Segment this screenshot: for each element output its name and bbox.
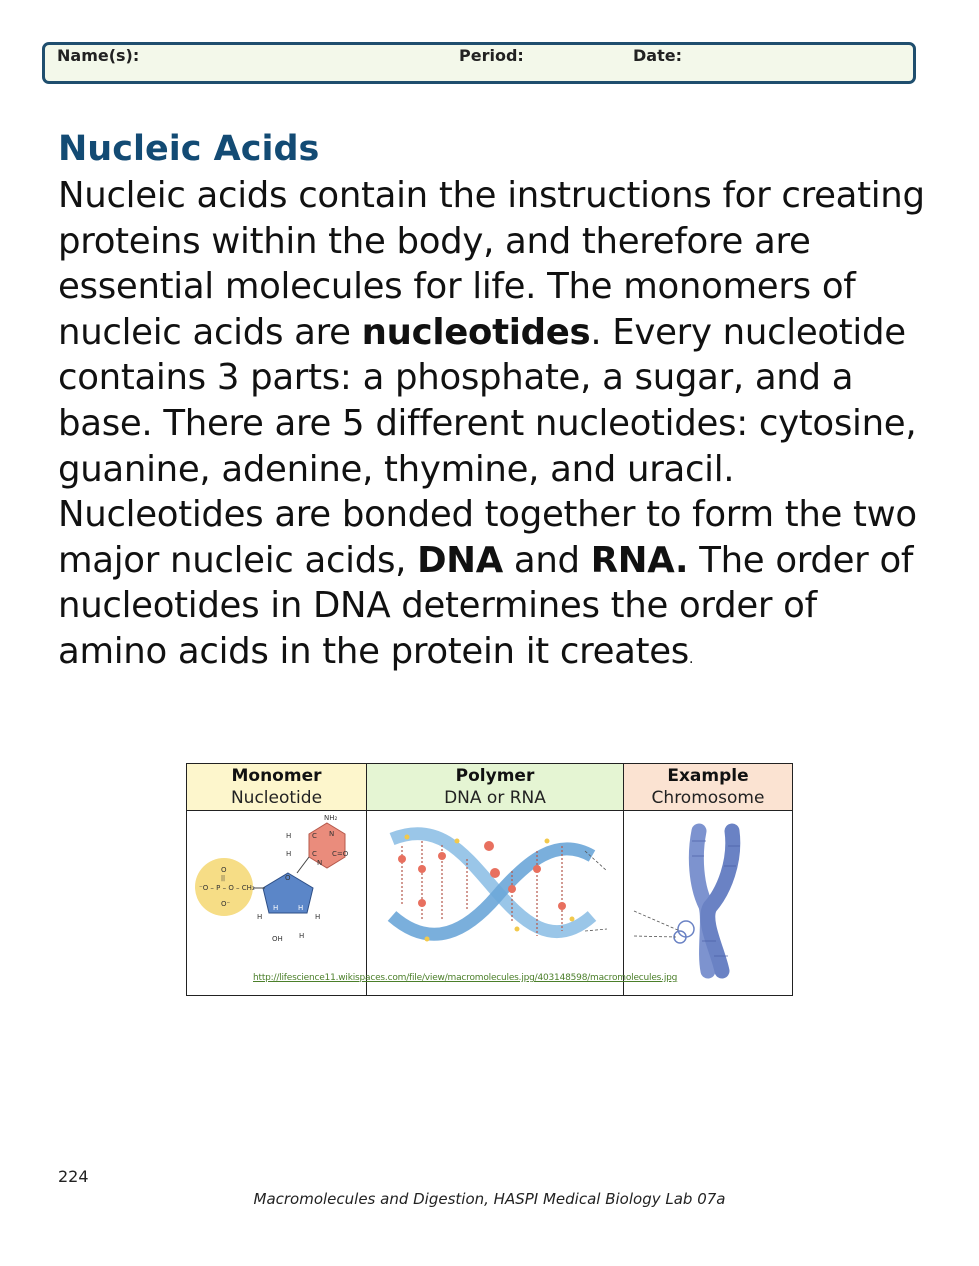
paragraph-text-1: Nucleic acids contain the instructions for creating proteins within the body, and therefore are essential molecules for life. The monomers of nucleic acids are	[58, 175, 925, 353]
term-nucleotides: nucleotides	[361, 311, 591, 353]
o-top-label: O	[221, 866, 227, 874]
paragraph-period: .	[688, 650, 694, 667]
nucleotide-image-cell	[187, 811, 367, 996]
dna-helix-illustration	[367, 811, 624, 991]
monomer-header	[187, 764, 367, 811]
period-label: Period:	[459, 46, 524, 65]
term-dna: DNA	[417, 539, 503, 581]
c-label-1: C	[312, 832, 317, 840]
co-label: C=O	[332, 850, 349, 858]
h-bottom-label: H	[299, 932, 305, 940]
term-rna: RNA.	[590, 539, 689, 581]
polymer-sub: DNA or RNA	[444, 788, 546, 808]
example-header	[624, 764, 793, 811]
name-label: Name(s):	[57, 46, 140, 65]
nh2-label: NH₂	[324, 814, 338, 822]
o-bottom-label: O⁻	[221, 900, 231, 908]
n-label-2: N	[317, 859, 323, 867]
page-number: 224	[58, 1167, 89, 1186]
c-label-2: C	[312, 850, 317, 858]
date-label: Date:	[633, 46, 682, 65]
nucleotide-diagram	[187, 811, 367, 991]
ring-h-3: H	[257, 913, 263, 921]
dna-image-cell	[367, 811, 624, 996]
ring-o-label: O	[285, 874, 291, 882]
student-info-box	[42, 42, 916, 84]
ring-h-4: H	[315, 913, 321, 921]
paragraph-text-2: . Every nucleotide contains 3 parts: a phosphate, a sugar, and a base. There are 5 different nucleotides: cytosine, guanine, adenine, thymine, and uracil. Nucleotides are bonded together to form the two major nucleic acids,	[58, 311, 917, 581]
h-label-1: H	[286, 832, 292, 840]
monomer-title: Monomer	[231, 766, 322, 786]
phosphate-row-label: ⁻O – P – O – CH₂	[199, 884, 255, 892]
chromosome-illustration	[624, 811, 793, 991]
chromosome-image-cell	[624, 811, 793, 996]
ring-h-1: H	[273, 904, 279, 912]
polymer-title: Polymer	[455, 766, 535, 786]
section-title: Nucleic Acids	[58, 129, 320, 169]
ring-h-2: H	[298, 904, 304, 912]
n-label-1: N	[329, 830, 335, 838]
monomer-sub: Nucleotide	[230, 788, 323, 808]
oh-label: OH	[272, 935, 283, 943]
footer-credit	[0, 1190, 979, 1208]
double-bond-label: ||	[221, 875, 226, 882]
example-title: Example	[667, 766, 749, 786]
monomer-polymer-table	[186, 763, 793, 996]
polymer-header	[367, 764, 624, 811]
image-source-link[interactable]: http://lifescience11.wikispaces.com/file/view/macromolecules.jpg/403148598/macromolecules.jpg	[253, 973, 678, 983]
h-label-2: H	[286, 850, 292, 858]
base-hexagon	[309, 823, 345, 868]
paragraph-text-4: The order of nucleotides in DNA determines the order of amino acids in the protein it creates	[58, 539, 914, 672]
footer-credit-text: Macromolecules and Digestion, HASPI Medical Biology Lab 07a	[253, 1190, 726, 1208]
paragraph-text-3: and	[502, 539, 591, 581]
body-paragraph	[58, 173, 928, 683]
example-sub: Chromosome	[651, 788, 765, 808]
